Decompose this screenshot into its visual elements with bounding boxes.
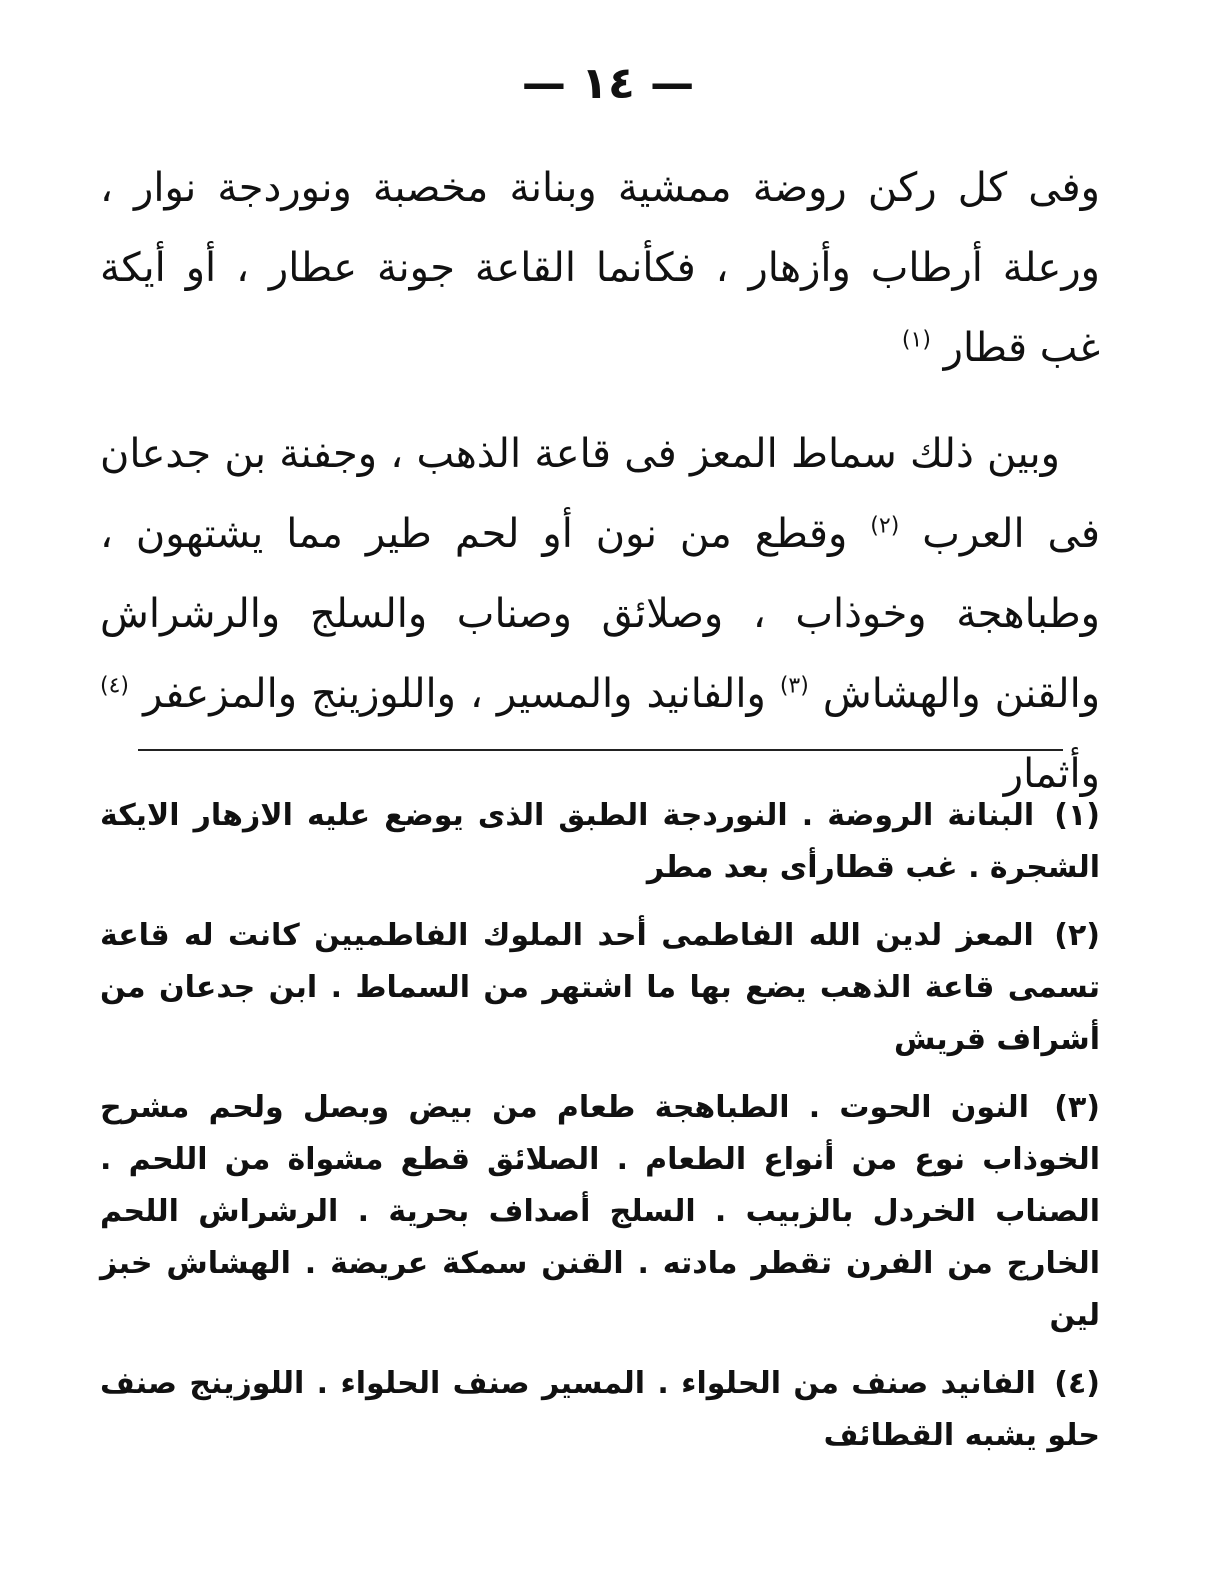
footnote-text: النون الحوت . الطباهجة طعام من بيض وبصل ولحم مشرح الخوذاب نوع من أنواع الطعام . الصلائق قطع مشواة من اللحم . الصناب الخردل بالزبيب . السلج أصداف بحرية . الرشراش اللحم الخارج من الفرن تقطر مادته . القنن سمكة عريضة . الهشاش خبز لين (100, 1090, 1100, 1333)
footnote-ref-3: (٣) (779, 673, 809, 699)
paragraph-1-text: وفى كل ركن روضة ممشية وبنانة مخصبة ونوردجة نوار ، ورعلة أرطاب وأزهار ، فكأنما القاعة جونة عطار ، أو أيكة غب قطار (100, 165, 1100, 371)
page-number: — ١٤ — (521, 58, 695, 109)
footnote-ref-1: (١) (901, 327, 931, 353)
footnote-number: (١) (1054, 798, 1100, 833)
footnote-text: المعز لدين الله الفاطمى أحد الملوك الفاطميين كانت له قاعة تسمى قاعة الذهب يضع بها ما اشتهر من السماط . ابن جدعان من أشراف قريش (100, 918, 1100, 1057)
footnote-number: (٤) (1054, 1366, 1100, 1401)
footnote-text: البنانة الروضة . النوردجة الطبق الذى يوضع عليه الازهار الايكة الشجرة . غب قطارأى بعد مطر (100, 798, 1100, 885)
footnote-separator (138, 749, 1063, 751)
paragraph-1 (100, 148, 1100, 388)
footnotes (100, 790, 1100, 1478)
paragraph-2-segment-2: وقطع من نون أو لحم طير مما يشتهون ، وطباهجة وخوذاب ، وصلائق وصناب والسلج والرشراش والقنن والهشاش (100, 511, 1101, 717)
paragraph-2-segment-1: وبين ذلك سماط المعز فى قاعة الذهب ، وجفنة بن جدعان فى العرب (100, 431, 1101, 557)
footnote-text: الفانيد صنف من الحلواء . المسير صنف الحلواء . اللوزينج صنف حلو يشبه القطائف (100, 1366, 1100, 1453)
footnote-2 (100, 910, 1100, 1066)
footnote-number: (٢) (1054, 918, 1100, 953)
paragraph-2-segment-4: وأثمار (1003, 751, 1100, 797)
paragraph-2 (100, 414, 1100, 814)
footnote-ref-4: (٤) (100, 673, 130, 699)
footnote-number: (٣) (1054, 1090, 1100, 1125)
main-text (100, 148, 1100, 814)
paragraph-2-segment-3: والفانيد والمسير ، واللوزينج والمزعفر (143, 671, 766, 717)
footnote-1 (100, 790, 1100, 894)
footnote-4 (100, 1358, 1100, 1462)
footnote-ref-2: (٢) (870, 513, 900, 539)
footnote-3 (100, 1082, 1100, 1342)
